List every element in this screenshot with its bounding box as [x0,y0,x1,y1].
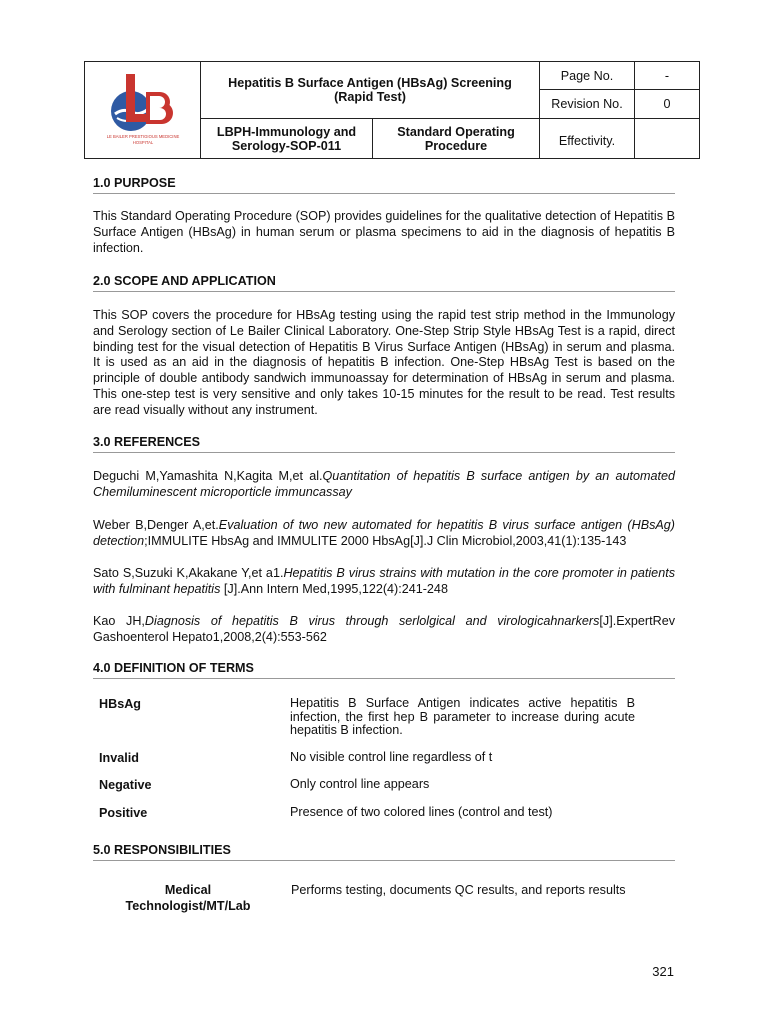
section-heading-references: 3.0 REFERENCES [93,435,675,453]
reference-source: [J].Ann Intern Med,1995,122(4):241-248 [220,581,448,596]
reference-title: Evaluation of two new automated for hepatitis B virus surface antigen (HBsAg) detection [93,518,675,548]
definition-term: Invalid [99,751,139,765]
responsibility-description: Performs testing, documents QC results, and reports results [291,883,626,897]
reference-source: [J].ExpertRev Gashoenterol Hepato1,2008,2(4):553-562 [93,614,675,644]
reference-authors: Kao JH, [93,614,145,628]
page-no-label: Page No. [540,62,635,90]
document-type: Standard Operating Procedure [373,119,540,158]
hospital-logo-cell [85,62,201,158]
reference-title: Hepatitis B virus strains with mutation in the core promoter in patients with fulminant hepatitis [93,566,675,596]
definition-term: Negative [99,778,152,792]
reference-item [93,469,675,501]
reference-item [93,566,675,598]
page-number: 321 [652,964,674,979]
reference-title: Diagnosis of hepatitis B virus through serlolgical and virologicahnarkers [144,614,600,628]
reference-item [93,614,675,646]
definition-text: Presence of two colored lines (control and test) [290,805,553,819]
document-header-table [84,61,700,159]
revision-no-label: Revision No. [540,90,635,119]
section-heading-scope: 2.0 SCOPE AND APPLICATION [93,274,675,292]
hospital-logo [101,68,185,152]
purpose-text: This Standard Operating Procedure (SOP) provides guidelines for the qualitative detection of Hepatitis B Surface Antigen (HBsAg) in human serum or plasma specimens to aid in the diagnosis of hepatitis B infection. [93,209,675,255]
page-no-value: - [635,62,699,90]
effectivity-value [635,119,699,158]
svg-text:LE BAILER PRESTIGIOUS MEDICINE: LE BAILER PRESTIGIOUS MEDICINE [106,134,179,139]
definition-term: Positive [99,806,148,820]
definition-text: Only control line appears [290,777,430,791]
definition-term: HBsAg [99,697,141,711]
reference-title: Quantitation of hepatitis B surface antigen by an automated Chemiluminescent microporticle immuncassay [93,469,675,499]
svg-text:HOSPITAL: HOSPITAL [132,140,153,145]
scope-text: This SOP covers the procedure for HBsAg testing using the rapid test strip method in the Immunology and Serology section of Le Bailer Clinical Laboratory. One-Step Strip Style HBsAg Test is a rapid, direct binding test for the visual detection of Hepatitis B Virus Surface Antigen (HBsAg) in serum and plasma. It is used as an aid in the diagnosis of hepatitis B infection. One-Step HBsAg Test is based on the principle of double antibody sandwich immunoassay for determination of HBsAg in serum and plasma. This one-step test is very sensitive and only takes 10-15 minutes for the result to be read. Test results are read visually without any instrument. [93,308,675,417]
revision-no-value: 0 [635,90,699,119]
document-code: LBPH-Immunology and Serology-SOP-011 [201,119,373,158]
definition-text: No visible control line regardless of t [290,750,493,764]
section-heading-definitions: 4.0 DEFINITION OF TERMS [93,661,675,679]
definition-text: Hepatitis B Surface Antigen indicates active hepatitis B infection, the first hep B parameter to increase during acute hepatitis B infection. [290,696,635,738]
reference-authors: Deguchi M,Yamashita N,Kagita M,et al. [93,469,323,483]
reference-item [93,518,675,550]
document-title: Hepatitis B Surface Antigen (HBsAg) Screening (Rapid Test) [201,62,540,119]
reference-authors: Weber B,Denger A,et. [93,518,219,532]
responsibility-role: Medical Technologist/MT/Lab [125,883,251,913]
reference-source: ;IMMULITE HbsAg and IMMULITE 2000 HbsAg[J].J Clin Microbiol,2003,41(1):135-143 [144,533,627,548]
reference-authors: Sato S,Suzuki K,Akakane Y,et a1. [93,566,284,580]
section-heading-purpose: 1.0 PURPOSE [93,176,675,194]
effectivity-label: Effectivity. [540,119,635,158]
section-heading-responsibilities: 5.0 RESPONSIBILITIES [93,843,675,861]
